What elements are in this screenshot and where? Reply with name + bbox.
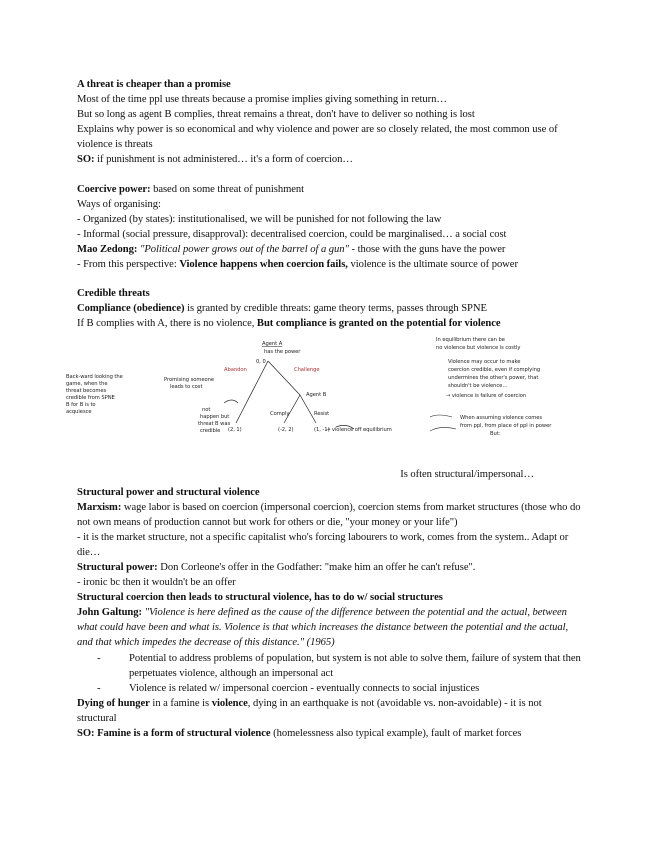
left-note-line: Back-ward looking the [66,374,123,381]
left-note-line: game, when the [66,381,108,388]
mid-note-line: threat B was [198,421,231,428]
text-line: - Informal (social pressure, disapproval): decentralised coercion, could be marginalised… a social cost [77,228,507,240]
left-note-line: B for B is to [66,402,96,409]
marxism-para: Marxism: wage labor is based on coercion (impersonal coercion), coercion stems from market structures (those who do not own means of production cannot but work for others or die, "your money or your life") [77,501,581,528]
galtung-quote: John Galtung: "Violence is here defined as the cause of the difference between the potential and the actual, between what could have been and what is. Violence is that which increases the distance between the potential and the actual, and that which impedes the decrease of this distance." (1965) [77,607,569,649]
mid-note-line: happen but [200,414,230,421]
text-line: - From this perspective: Violence happens when coercion fails, violence is the ultimate source of power [77,259,518,271]
right-note-line: coercion credible, even if complying [448,367,541,374]
text-line: Explains why power is so economical and why violence and power are so closely related, the most common use of violence is threats [77,124,558,151]
text-line: Coercive power: based on some threat of punishment [77,183,305,195]
right-note-line: When assuming violence comes [460,415,543,422]
abandon-label: Abandon [224,367,247,374]
galtung-bullets [77,651,582,696]
text-line: SO: Famine is a form of structural violence (homelessness also typical example), fault of market forces [77,728,522,739]
text-line: Most of the time ppl use threats because a promise implies giving something in return… [77,94,447,106]
text-line: SO: if punishment is not administered… it's a form of coercion… [77,154,353,166]
heading-threat-promise: A threat is cheaper than a promise [77,79,231,90]
text-line: Compliance (obedience) is granted by credible threats: game theory terms, passes through SPNE [77,303,487,315]
right-note-line: shouldn't be violence… [448,383,508,390]
right-note-line: no violence but violence is costly [436,345,521,352]
node-payoff: 0, 0 [256,359,266,366]
text-line: - Organized (by states): institutionalised, we will be punished for not following the law [77,213,442,225]
right-note-line: → violence is failure of coercion [446,393,527,400]
right-note-line: from ppl, from place of ppl in power [460,423,552,430]
text-line: But so long as agent B complies, threat remains a threat, don't have to deliver so nothing is lost [77,109,475,121]
list-item: - Potential to address problems of population, but system is not able to solve them, failure of system that then perpetuates violence, although an impersonal act [129,651,582,681]
left-note-line: threat becomes [66,388,107,395]
notes-content [66,77,582,741]
text-line: - it is the market structure, not a specific capitalist who's forcing labourers to work, comes from the system.. Adapt or die… [77,531,569,558]
agent-b-label: Agent B [306,392,327,399]
has-power-label: has the power [264,349,301,356]
text-line: Structural coercion then leads to structural violence, has to do w/ social structures [77,592,443,604]
text-line: Dying of hunger in a famine is violence, dying in an earthquake is not (avoidable vs. non-avoidable) - it is not structural [77,697,542,724]
right-note-line: Violence may occur to make [448,359,521,366]
agent-a-label: Agent A [262,341,283,348]
challenge-label: Challenge [294,367,320,374]
structural-impersonal-line: Is often structural/impersonal… [400,469,534,481]
node-payoff: (1, -1) [314,427,330,434]
heading-structural-power: Structural power and structural violence [77,486,260,498]
mao-quote-line: Mao Zedong: "Political power grows out of the barrel of a gun" - those with the guns have the power [77,243,506,255]
game-tree-diagram [64,333,594,469]
left-note-line: acquiesce [66,409,92,416]
game-tree-svg [64,333,594,469]
right-note-line: undermines the other's power, that [448,375,539,382]
node-payoff: (-2, 2) [278,427,294,434]
text-line: If B complies with A, there is no violence, But compliance is granted on the potential for violence [77,318,501,330]
mid-note-line: not [202,407,211,414]
node-payoff: (2, 1) [228,427,242,434]
text-line: Structural power: Don Corleone's offer in the Godfather: "make him an offer he can't refuse". [77,561,476,573]
text-line: - ironic bc then it wouldn't be an offer [77,577,236,589]
right-note-line: In equilibrium there can be [436,337,505,344]
left-note-line: credible from SPNE [66,395,115,402]
text-line: Ways of organising: [77,198,161,210]
mid-note-line: credible [200,428,221,435]
comply-label: Comply [270,411,290,418]
mid-note-line: leads to cost [170,384,203,391]
list-item: - Violence is related w/ impersonal coercion - eventually connects to social injustices [129,681,582,696]
bottom-note: → violence off equilibrium [326,427,392,434]
heading-credible-threats: Credible threats [77,288,150,300]
resist-label: Resist [314,411,330,418]
mid-note-line: Promising someone [164,377,215,384]
right-note-line: But: [490,431,501,438]
